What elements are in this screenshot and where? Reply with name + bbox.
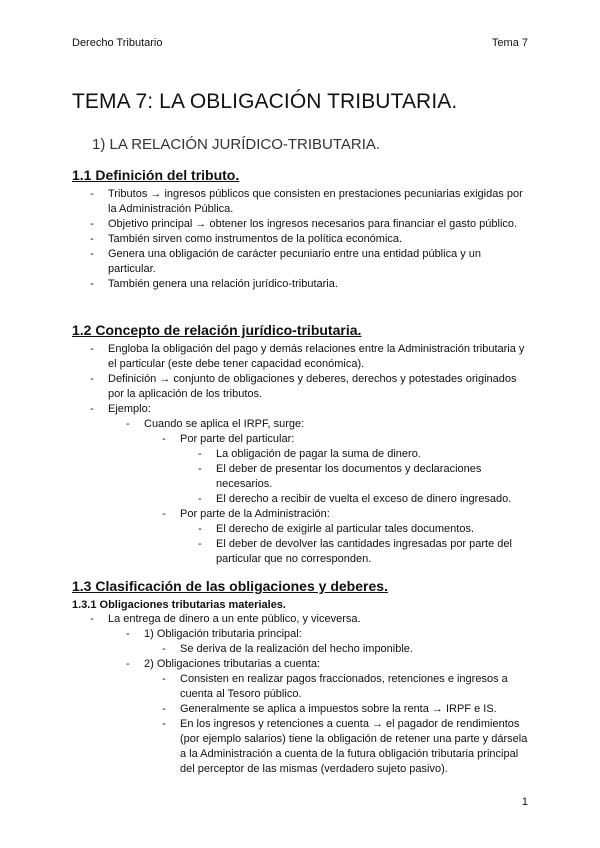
administracion-list: [180, 522, 528, 567]
list-item: [144, 657, 528, 777]
list-item: - También genera una relación jurídico-tributaria.: [108, 277, 528, 292]
list-item: [180, 507, 528, 567]
list-item: - El deber de presentar los documentos y declaraciones necesarios.: [216, 462, 528, 492]
list-item: - El derecho de exigirle al particular tales documentos.: [216, 522, 528, 537]
subsection-heading-1-3-1: 1.3.1 Obligaciones tributarias materiales.: [72, 599, 286, 611]
list-item: - Genera una obligación de carácter pecuniario entre una entidad pública y un particular.: [108, 247, 528, 277]
list-item: - Definición → conjunto de obligaciones y deberes, derechos y potestades originados por la aplicación de los tributos.: [108, 372, 528, 402]
header-course: Derecho Tributario: [72, 37, 163, 49]
document-body: [72, 166, 528, 777]
list-item: - El deber de devolver las cantidades ingresadas por parte del particular que no corresponden.: [216, 537, 528, 567]
list-item: [180, 432, 528, 507]
section-1-3-list: [72, 612, 528, 777]
document-title: TEMA 7: LA OBLIGACIÓN TRIBUTARIA.: [72, 90, 458, 113]
particular-list: [180, 447, 528, 507]
principal-label: 1) Obligación tributaria principal:: [144, 628, 302, 640]
list-item: - Generalmente se aplica a impuestos sobre la renta → IRPF e IS.: [180, 702, 528, 717]
list-item-text: La entrega de dinero a un ente público, y viceversa.: [108, 613, 361, 625]
cuenta-label: 2) Obligaciones tributarias a cuenta:: [144, 658, 321, 670]
list-item: - Se deriva de la realización del hecho imponible.: [180, 642, 528, 657]
list-item: [108, 402, 528, 567]
list-item: - El derecho a recibir de vuelta el exceso de dinero ingresado.: [216, 492, 528, 507]
example-list: [108, 417, 528, 567]
list-item: [144, 417, 528, 567]
administracion-label: Por parte de la Administración:: [180, 508, 330, 520]
section-heading-1-3: 1.3 Clasificación de las obligaciones y deberes.: [72, 578, 388, 594]
list-item: - La obligación de pagar la suma de dinero.: [216, 447, 528, 462]
list-item: - También sirven como instrumentos de la política económica.: [108, 232, 528, 247]
section-heading-1-2: 1.2 Concepto de relación jurídico-tributaria.: [72, 322, 362, 338]
chapter-heading: 1) LA RELACIÓN JURÍDICO-TRIBUTARIA.: [92, 136, 381, 153]
section-1-2-list: [72, 342, 528, 567]
list-item: [144, 627, 528, 657]
list-item: - Engloba la obligación del pago y demás relaciones entre la Administración tributaria y el particular (este debe tener capacidad económica).: [108, 342, 528, 372]
list-item: - Objetivo principal → obtener los ingresos necesarios para financiar el gasto público.: [108, 217, 528, 232]
section-1-1-list: [72, 187, 528, 292]
page-header: [72, 37, 528, 49]
parties-list: [144, 432, 528, 567]
obligations-list: [108, 627, 528, 777]
list-item: - Consisten en realizar pagos fraccionados, retenciones e ingresos a cuenta al Tesoro público.: [180, 672, 528, 702]
section-heading-1-1: 1.1 Definición del tributo.: [72, 167, 240, 183]
section-spacer: [72, 567, 528, 577]
list-item: - Tributos → ingresos públicos que consisten en prestaciones pecuniarias exigidas por la Administración Pública.: [108, 187, 528, 217]
example-intro: Cuando se aplica el IRPF, surge:: [144, 418, 305, 430]
particular-label: Por parte del particular:: [180, 433, 295, 445]
cuenta-list: [144, 672, 528, 777]
header-topic: Tema 7: [491, 37, 528, 49]
page-number: 1: [521, 796, 528, 808]
principal-list: [144, 642, 528, 657]
list-item: - En los ingresos y retenciones a cuenta → el pagador de rendimientos (por ejemplo salarios) tiene la obligación de retener una parte y dársela a la Administración a cuenta de la futura obligación tributaria principal del perceptor de las mismas (verdadero sujeto pasivo).: [180, 717, 528, 777]
section-spacer: [72, 292, 528, 321]
example-label: Ejemplo:: [108, 403, 151, 415]
list-item: [108, 612, 528, 777]
